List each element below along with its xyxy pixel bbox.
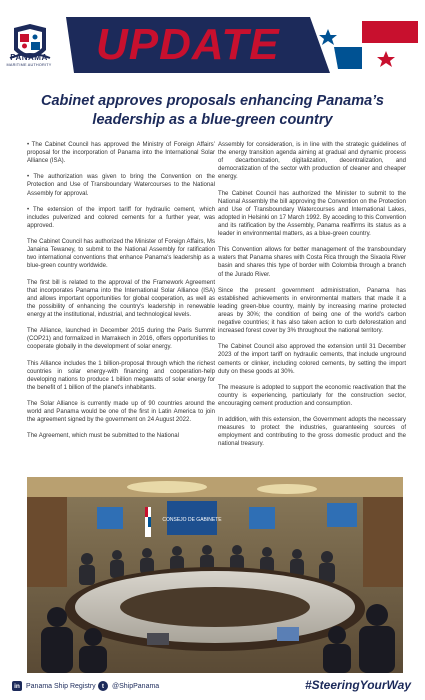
paragraph: • The Cabinet Council has approved the Ministry of Foreign Affairs’ proposal for the incorporation of Panama into the International Solar Alliance (ISA).	[27, 142, 215, 165]
paragraph: In addition, with this extension, the Government adopts the necessary measures to protect the industries, guaranteeing sources of employment and contributing to the gross domestic product and the national treasury.	[218, 417, 406, 448]
paragraph: The Solar Alliance is currently made up of 90 countries around the world and Panama would be one of the first in Latin America to join the agreement signed by the government on 24 August 2022.	[27, 401, 215, 424]
logo-word: PANAMA	[10, 53, 48, 62]
paragraph: The Agreement, which must be submitted to the National	[27, 433, 179, 440]
screen-text: CONSEJO DE GABINETE	[162, 517, 222, 523]
paragraph: The Cabinet Council also approved the extension until 31 December 2023 of the import tariff on hydraulic cements, that include unground cements or clinker, including colored cements, by setting the import duty on these goods at 30%.	[218, 344, 406, 375]
twitter-link[interactable]	[98, 681, 159, 691]
paragraph: This Convention allows for better management of the transboundary waters that Panama shares with Costa Rica through the Sixaola River basin and shares this type of border with Colombia through a branch of the Jurado River.	[218, 247, 406, 278]
paragraph: The Cabinet Council has authorized the Minister of Foreign Affairs, Ms Janaina Tewaney, to submit to the National Assembly for ratification two international conventions that enhance Panama's leadership as a blue-green country worldwide.	[27, 239, 215, 270]
linkedin-label: Panama Ship Registry	[26, 682, 96, 690]
left-column	[27, 141, 215, 449]
banner-title: UPDATE	[96, 20, 280, 69]
linkedin-link[interactable]	[12, 681, 96, 691]
paragraph: This Alliance includes the 1 billion-proposal through which the richest countries in solar energy-with financing and cooperation-help developing nations to produce 1 billion megawatts of solar energy for the benefit of 1 billion of the planet's inhabitants.	[27, 360, 215, 391]
paragraph: Assembly for consideration, is in line with the strategic guidelines of the energy transition agenda aiming at gradual and dynamic process of decarbonization, digitalization, decentralization, and democratization of the sector with production of cleaner and cheaper energy.	[218, 142, 406, 181]
paragraph: Since the present government administration, Panama has established achievements in environmental matters that made it a leading green-blue country, mainly by increasing marine protected areas by 30%; the condition of being one of the world's carbon negative countries; it has also taken action to curb deforestation and increased forest cover by 3% throughout the national territory.	[218, 287, 406, 335]
header	[0, 0, 425, 84]
paragraph: The Cabinet Council has authorized the Minister to submit to the National Assembly the bill approving the Convention on the Protection and Use of Transboundary Watercourses and International Lakes, adopted in Helsinki on 17 March 1992. By acceding to this Convention and its ratification by the Assembly, Panama reaffirms its status as a leader in environmental matters, as a blue-green country.	[218, 190, 406, 238]
hashtag: #SteeringYourWay	[304, 678, 411, 692]
twitter-icon: t	[98, 681, 108, 691]
paragraph: • The authorization was given to bring the Convention on the Protection and Use of Transboundary Watercourses to the National Assembly for approval.	[27, 174, 215, 197]
cabinet-meeting-photo	[27, 477, 403, 673]
article-headline: Cabinet approves proposals enhancing Panama’s leadership as a blue-green country	[40, 93, 384, 128]
paragraph: • The extension of the import tariff for hydraulic cement, which includes pulverized and colored cements for a further year, was approved.	[27, 206, 215, 229]
paragraph: The measure is adopted to support the economic reactivation that the country is experiencing, particularly for the construction sector, encouraging cement production and consumption.	[218, 384, 406, 407]
right-column	[218, 141, 406, 457]
linkedin-icon: in	[12, 681, 22, 691]
logo-subtitle: MARITIME AUTHORITY	[6, 63, 52, 67]
paragraph: The Alliance, launched in December 2015 during the Paris Summit (COP21) and formalized in Marrakech in 2016, offers opportunities to cooperate globally in the development of solar energy.	[27, 328, 215, 351]
twitter-label: @ShipPanama	[112, 682, 160, 690]
paragraph: The first bill is related to the approval of the Framework Agreement that incorporates Panama into the International Solar Alliance (ISA) and allows important opportunities for global cooperation, as well as the possibility of enhancing the country's leadership in renewable energy at the institutional, industrial, and technological levels.	[27, 279, 215, 318]
